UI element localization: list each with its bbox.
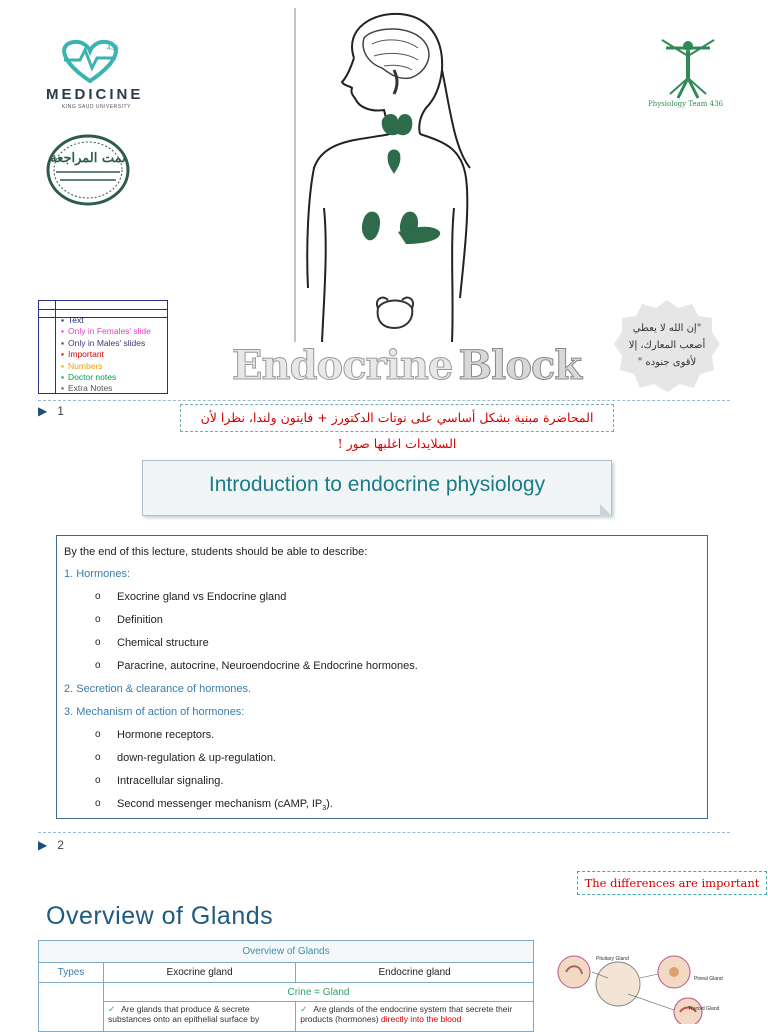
triangle-right-icon: ▶ xyxy=(38,838,48,852)
title-word-endocrine: Endocrine xyxy=(232,342,453,389)
legend-item-label: Doctor notes xyxy=(68,372,117,383)
table-crine-row: Crine = Gland xyxy=(104,983,534,1002)
legend-item-label: Important xyxy=(68,349,104,360)
vitruvian-man-icon xyxy=(640,36,736,100)
label-pituitary: Pituitary Gland xyxy=(596,956,629,962)
medicine-word: MEDICINE xyxy=(46,86,144,103)
glands-diagram xyxy=(548,950,738,1024)
label-pineal: Pineal Gland xyxy=(694,976,723,982)
objective-item: o Intracellular signaling. xyxy=(117,775,223,787)
legend-item xyxy=(61,315,151,326)
medicine-sub: KING SAUD UNIVERSITY xyxy=(62,104,131,110)
page-number-2 xyxy=(38,838,64,852)
page-fold xyxy=(600,504,612,516)
legend-item xyxy=(61,326,151,337)
intro-title: Introduction to endocrine physiology xyxy=(208,473,546,496)
legend-item-label: Only in Males' slides xyxy=(68,337,146,348)
objective-section-secretion: 2. Secretion & clearance of hormones. xyxy=(64,683,252,695)
objective-item-second-messenger xyxy=(117,798,333,812)
objective-item: o Chemical structure xyxy=(117,637,209,649)
medicine-logo xyxy=(40,36,144,116)
revised-stamp xyxy=(44,132,134,208)
page-separator xyxy=(38,400,730,401)
table-header-endocrine: Endocrine gland xyxy=(296,963,534,983)
objective-item: o Definition xyxy=(117,614,163,626)
legend-item xyxy=(61,372,151,383)
quote-text: "إن الله لا يعطي أصعب المعارك، إلا لأقوى جنوده " xyxy=(628,323,706,368)
objective-item: o down-regulation & up-regulation. xyxy=(117,752,276,764)
intro-title-box xyxy=(142,460,612,516)
revised-stamp-text: تمت المراجعة xyxy=(50,151,126,166)
table-cell-empty xyxy=(39,983,104,1032)
check-icon: ✓ xyxy=(300,1004,308,1014)
physiology-team-logo xyxy=(640,36,736,120)
check-icon: ✓ xyxy=(108,1004,116,1014)
page-number-text: 1 xyxy=(57,404,64,418)
legend-item xyxy=(61,349,151,360)
table-cell-endocrine-desc xyxy=(296,1002,534,1032)
heart-icon xyxy=(40,36,140,86)
legend-item xyxy=(61,383,151,394)
table-header-types: Types xyxy=(39,963,104,983)
overview-table xyxy=(38,940,534,1032)
legend-item-label: Extra Notes xyxy=(68,383,113,394)
table-caption: Overview of Glands xyxy=(39,941,534,963)
objective-item-text: Second messenger mechanism (cAMP, IP xyxy=(117,798,323,810)
quote-badge xyxy=(612,298,722,394)
legend-item-label: Numbers xyxy=(68,360,103,371)
label-thyroid: Thyroid Gland xyxy=(688,1006,720,1012)
medicine-badge-number: 436 xyxy=(107,45,119,52)
page-number-1 xyxy=(38,404,64,418)
legend-item-label: Only in Females' slide xyxy=(68,326,151,337)
table-header-exocrine: Exocrine gland xyxy=(104,963,296,983)
triangle-right-icon: ▶ xyxy=(38,404,48,418)
objective-item: o Hormone receptors. xyxy=(117,729,214,741)
endocrine-body-illustration xyxy=(294,8,474,342)
objectives-lead: By the end of this lecture, students should be able to describe: xyxy=(64,546,368,558)
title-word-block: Block xyxy=(458,342,582,389)
objective-item-end: ). xyxy=(326,798,333,810)
lecture-source-note: المحاضرة مبنية بشكل أساسي على نوتات الدكتورز + فايتون ولندا، نظرا لأن السلايدات اغلبها صور ! xyxy=(180,404,614,432)
physiology-team-label: Physiology Team 436 xyxy=(648,100,723,108)
objective-item: o Paracrine, autocrine, Neuroendocrine & Endocrine hormones. xyxy=(117,660,418,672)
endocrine-block-title xyxy=(232,342,581,389)
objective-section-hormones: 1. Hormones: xyxy=(64,568,131,580)
endocrine-desc-important: directly into the blood xyxy=(381,1014,462,1024)
legend-item xyxy=(61,338,151,349)
objective-item: o Exocrine gland vs Endocrine gland xyxy=(117,591,286,603)
legend-item-label: Text xyxy=(68,315,84,325)
exocrine-desc-text: Are glands that produce & secrete substances onto an epithelial surface by xyxy=(108,1004,260,1024)
overview-title: Overview of Glands xyxy=(46,902,274,930)
table-cell-exocrine-desc xyxy=(104,1002,296,1032)
page-number-text: 2 xyxy=(57,838,64,852)
subscript: 3 xyxy=(322,805,327,813)
endocrine-desc-text: Are glands of the endocrine system that secrete their products (hormones) xyxy=(300,1004,513,1024)
objective-section-mechanism: 3. Mechanism of action of hormones: xyxy=(64,706,245,718)
page-separator xyxy=(38,832,730,833)
differences-note: The differences are important xyxy=(577,871,767,895)
legend-item xyxy=(61,361,151,372)
legend-list xyxy=(61,315,151,395)
color-legend xyxy=(38,300,168,394)
objectives-box xyxy=(56,535,708,819)
